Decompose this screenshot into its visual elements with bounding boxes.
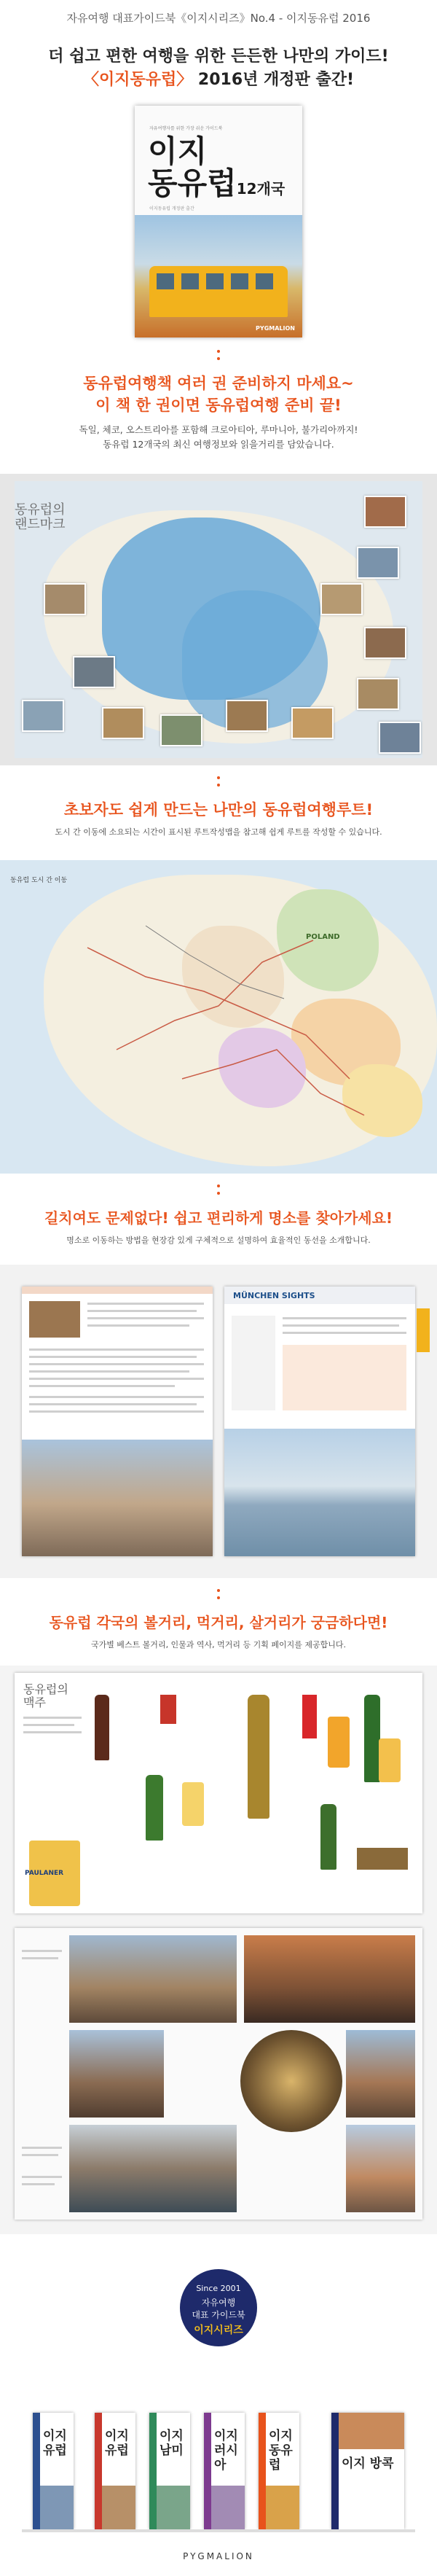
beer-glass xyxy=(182,1782,204,1826)
tram-window xyxy=(157,273,174,289)
route-lines xyxy=(0,860,437,1174)
book-image xyxy=(102,2486,135,2529)
sample-page-right xyxy=(224,1287,415,1556)
text-line xyxy=(23,1717,82,1719)
route-line xyxy=(87,948,350,1079)
section3-heading: 길치여도 문제없다! 쉽고 편리하게 명소를 찾아가세요! xyxy=(44,1209,393,1227)
badge-line3: 이지시리즈 xyxy=(194,2325,243,2336)
book-title: 이지 유럽 xyxy=(105,2429,129,2458)
text-line xyxy=(87,1303,204,1305)
map2-corner-label: 동유럽 도시 간 이동 xyxy=(10,877,68,884)
landmark-thumb xyxy=(44,583,86,615)
landmark-thumb xyxy=(357,547,399,579)
landmark-thumb xyxy=(73,656,115,688)
tram-window xyxy=(231,273,248,289)
landmark-thumb xyxy=(291,707,334,739)
landmark-thumb xyxy=(320,583,363,615)
text-line xyxy=(29,1403,197,1405)
badge-line1: 자유여행 xyxy=(201,2298,236,2308)
divider-dots xyxy=(211,1184,226,1202)
text-line xyxy=(87,1324,189,1327)
text-line xyxy=(23,1724,74,1726)
series-book xyxy=(149,2413,190,2529)
badge-since: Since 2001 xyxy=(196,2284,241,2293)
text-line xyxy=(22,2183,55,2185)
cover-tram-photo xyxy=(135,215,302,337)
book-image xyxy=(339,2413,404,2449)
text-line xyxy=(22,1957,58,1959)
page-lake-photo xyxy=(224,1429,415,1556)
book-title: 이지 러시아 xyxy=(214,2429,238,2472)
tram-window xyxy=(206,273,224,289)
section4-body: 국가별 베스트 볼거리, 인물과 역사, 먹거리 등 기획 페이지를 제공합니다. xyxy=(90,1640,347,1650)
landmark-map-section xyxy=(0,474,437,765)
section2-body: 도시 간 이동에 소요되는 시간이 표시된 루트작성맵을 참고해 쉽게 루트를 작성할 수 있습니다. xyxy=(55,827,382,837)
series-line: 자유여행 대표가이드북《이지시리즈》No.4 - 이지동유럽 2016 xyxy=(66,12,371,25)
text-line xyxy=(22,1950,62,1952)
cover-title-line1: 이지 xyxy=(148,133,208,169)
page-info-box xyxy=(283,1345,406,1410)
landmark-thumb xyxy=(357,678,399,710)
book-title: 이지 방콕 xyxy=(342,2456,394,2471)
route-line xyxy=(117,940,313,1050)
section1-body2: 동유럽 12개국의 최신 여행정보와 읽을거리를 담았습니다. xyxy=(103,439,334,450)
cover-note: 이지동유럽 개정판 출간 xyxy=(149,206,194,211)
book-title: 이지 유럽 xyxy=(43,2429,67,2458)
landmark-thumb xyxy=(102,707,144,739)
series-book xyxy=(95,2413,135,2529)
book-image xyxy=(157,2486,190,2529)
series-book xyxy=(204,2413,245,2529)
landmark-map xyxy=(15,481,422,758)
sights-feature-page xyxy=(15,1928,422,2220)
beer-bottle xyxy=(146,1775,163,1841)
section4-heading: 동유럽 각국의 볼거리, 먹거리, 살거리가 궁금하다면! xyxy=(49,1614,388,1631)
sight-photo xyxy=(69,2030,164,2118)
text-line xyxy=(283,1324,399,1327)
section1-heading1: 동유럽여행책 여러 권 준비하지 마세요~ xyxy=(83,375,354,392)
beer-bottle xyxy=(320,1804,336,1870)
landmark-thumb xyxy=(364,627,406,659)
book-title: 이지 동유럽 xyxy=(269,2429,293,2472)
beer-bottle xyxy=(364,1695,380,1782)
page-band xyxy=(22,1287,213,1294)
text-line xyxy=(29,1363,204,1365)
page-photo xyxy=(29,1301,80,1338)
text-line xyxy=(87,1317,204,1319)
landmark-thumb xyxy=(379,722,421,754)
page-sidebar xyxy=(232,1316,275,1410)
header-title-line1: 더 쉽고 편한 여행을 위한 든든한 나만의 가이드! xyxy=(48,47,389,66)
beer-feature-page xyxy=(15,1673,422,1913)
book-title: 이지 남미 xyxy=(160,2429,184,2458)
beer-bottle xyxy=(248,1695,269,1819)
sample-pages-section xyxy=(0,1265,437,1578)
divider-dots xyxy=(211,776,226,794)
section1-body1: 독일, 체코, 오스트리아를 포함해 크로아티아, 루마니아, 불가리아까지! xyxy=(79,424,358,435)
route-line xyxy=(182,1050,364,1115)
map1-label-line1: 동유럽의 xyxy=(15,502,66,518)
beer-can xyxy=(160,1695,176,1724)
map2-region-label: POLAND xyxy=(306,933,340,941)
tram-illustration xyxy=(149,266,288,317)
text-line xyxy=(29,1396,204,1398)
book-image xyxy=(211,2486,245,2529)
sight-photo xyxy=(346,2125,415,2212)
series-book xyxy=(259,2413,299,2529)
badge-line2: 대표 가이드북 xyxy=(192,2310,245,2320)
tram-window xyxy=(181,273,199,289)
text-line xyxy=(29,1356,197,1358)
cover-brand: PYGMALION xyxy=(256,325,295,332)
beer-bottle xyxy=(95,1695,109,1760)
book-shelf xyxy=(22,2529,415,2532)
page-tab-marker xyxy=(417,1308,430,1352)
feature-pages-section xyxy=(0,1666,437,2234)
landmark-thumb xyxy=(22,700,64,732)
sight-photo xyxy=(346,2030,415,2118)
tram-window xyxy=(256,273,273,289)
divider-dots xyxy=(211,1589,226,1607)
divider-dots xyxy=(211,350,226,367)
book-cover xyxy=(135,106,302,337)
text-line xyxy=(29,1349,204,1351)
header-title-rest: 2016년 개정판 출간! xyxy=(192,71,355,89)
beer-cans-group xyxy=(357,1848,408,1870)
header-title-accent: 〈이지동유럽〉 xyxy=(82,71,193,89)
cover-title-line2 xyxy=(148,165,286,201)
cover-title-suffix: 12개국 xyxy=(236,180,286,198)
map1-label-line2: 랜드마크 xyxy=(15,517,66,532)
cover-subtitle: 자유여행자를 위한 가장 쉬운 가이드북 xyxy=(149,126,223,131)
beer-page-label-line1: 동유럽의 xyxy=(23,1682,68,1696)
sight-photo xyxy=(69,1935,237,2023)
cover-title-main: 동유럽 xyxy=(148,165,237,201)
astronomical-clock-photo xyxy=(240,2030,342,2132)
landmark-thumb xyxy=(226,700,268,732)
section1-heading2: 이 책 한 권이면 동유럽여행 준비 끝! xyxy=(95,397,342,414)
sample-page-header: MÜNCHEN SIGHTS xyxy=(233,1291,315,1300)
text-line xyxy=(22,2147,62,2149)
series-badge xyxy=(180,2269,257,2346)
text-line xyxy=(29,1370,189,1373)
landmark-thumb xyxy=(364,496,406,528)
sample-page-left xyxy=(22,1287,213,1556)
text-line xyxy=(29,1385,175,1387)
route-map-section xyxy=(0,860,437,1174)
text-line xyxy=(22,2176,62,2178)
beer-page-label xyxy=(23,1683,68,1709)
beer-page-label-line2: 맥주 xyxy=(23,1695,46,1709)
map1-label xyxy=(15,503,66,532)
sight-photo xyxy=(244,1935,415,2023)
text-line xyxy=(87,1310,197,1312)
book-image xyxy=(266,2486,299,2529)
text-line xyxy=(22,2154,58,2156)
book-image xyxy=(40,2486,74,2529)
series-book xyxy=(33,2413,74,2529)
beer-can xyxy=(302,1695,317,1738)
section3-body: 명소로 이동하는 방법을 현장감 있게 구체적으로 설명하여 효율적인 동선을 소개합니다. xyxy=(66,1236,371,1245)
text-line xyxy=(283,1332,406,1334)
text-line xyxy=(29,1378,204,1380)
page-street-photo xyxy=(22,1440,213,1556)
landmark-thumb xyxy=(160,714,202,746)
text-line xyxy=(23,1731,82,1733)
series-book xyxy=(331,2413,404,2529)
text-line xyxy=(29,1410,204,1413)
beer-glass xyxy=(379,1738,401,1782)
beer-brand: PAULANER xyxy=(25,1870,64,1877)
text-line xyxy=(283,1317,406,1319)
section2-heading: 초보자도 쉽게 만드는 나만의 동유럽여행루트! xyxy=(63,801,374,819)
sight-photo xyxy=(69,2125,237,2212)
publisher-name: PYGMALION xyxy=(183,2551,254,2561)
beer-glass xyxy=(328,1717,350,1768)
header-title-line2 xyxy=(0,67,437,90)
